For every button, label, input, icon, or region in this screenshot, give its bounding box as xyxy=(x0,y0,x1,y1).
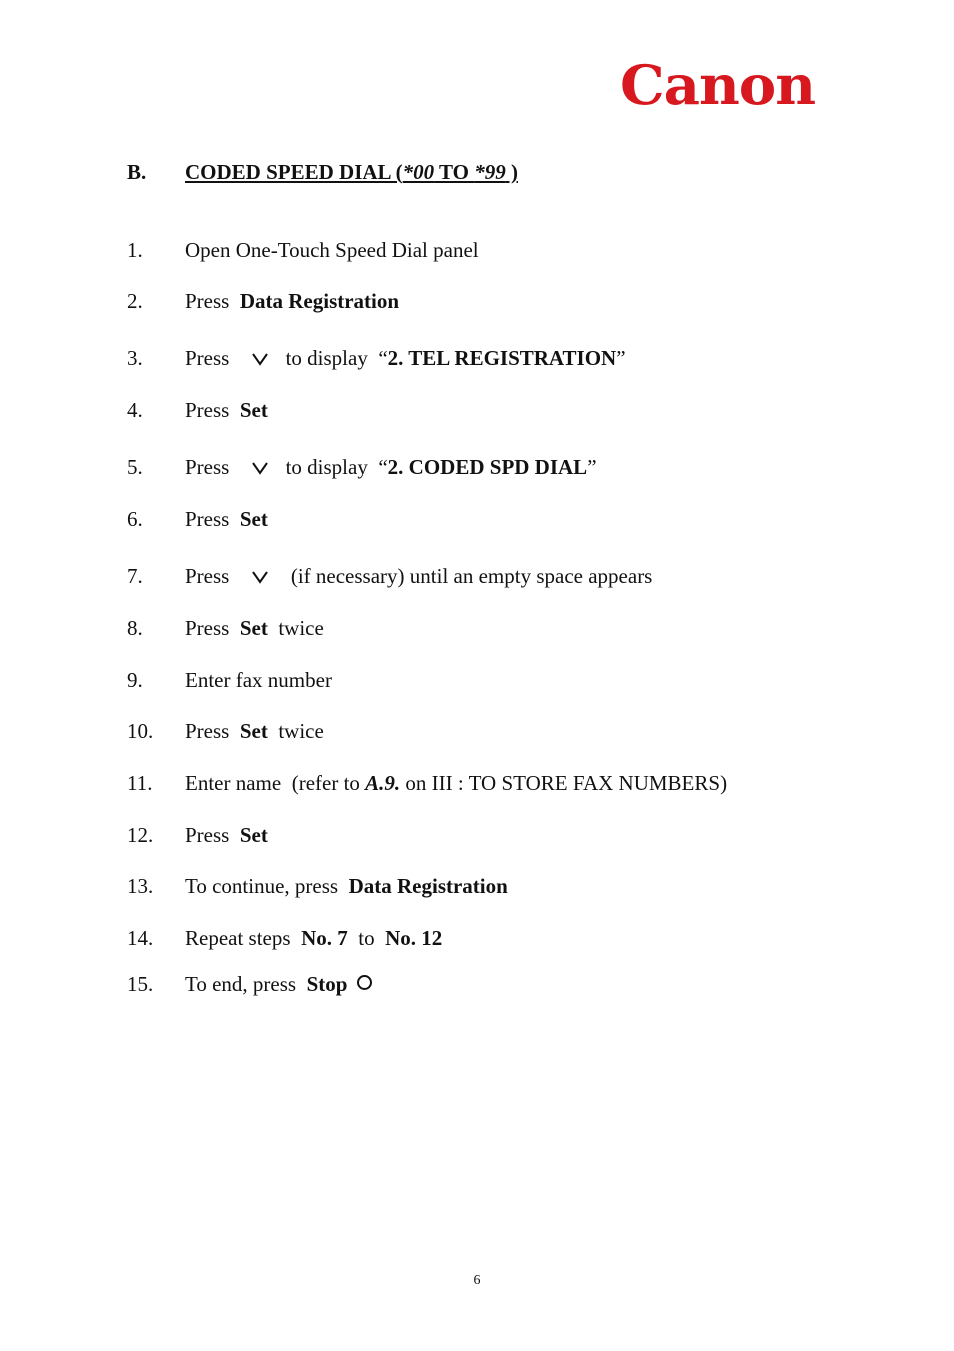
step-number: 2. xyxy=(127,289,143,313)
step-text: Repeat steps No. 7 to No. 12 xyxy=(185,926,443,950)
step-text: Press to display “2. CODED SPD DIAL” xyxy=(185,455,597,479)
step-number: 10. xyxy=(127,719,154,743)
step-number: 6. xyxy=(127,507,143,531)
step-number: 14. xyxy=(127,926,154,950)
key-set: Set xyxy=(239,398,268,422)
step-text: Enter name (refer to A.9. on III : TO STORE FAX NUMBERS) xyxy=(185,771,728,795)
step-text: Press Data Registration xyxy=(185,289,400,313)
step-number: 5. xyxy=(127,455,143,479)
step-text: Press (if necessary) until an empty space appears xyxy=(185,564,653,588)
step-text: Enter fax number xyxy=(185,668,332,692)
step-number: 11. xyxy=(127,771,153,795)
step-text: Press Set xyxy=(185,507,268,531)
step-text: Press Set twice xyxy=(185,719,324,743)
step-number: 3. xyxy=(127,346,143,370)
down-arrow-icon xyxy=(251,461,269,475)
down-arrow-icon xyxy=(251,570,269,584)
step-text: Press Set xyxy=(185,398,268,422)
reference-label: A.9. xyxy=(365,771,401,795)
canon-logo: Canon xyxy=(620,53,816,117)
key-data-registration: Data Registration xyxy=(348,874,508,898)
key-set: Set xyxy=(239,719,268,743)
step-number: 13. xyxy=(127,874,154,898)
stop-circle-icon xyxy=(357,975,372,990)
step-text: Press Set twice xyxy=(185,616,324,640)
section-letter: B. xyxy=(127,160,147,184)
key-set: Set xyxy=(239,507,268,531)
step-text: Press to display “2. TEL REGISTRATION” xyxy=(185,346,626,370)
step-number: 9. xyxy=(127,668,143,692)
key-set: Set xyxy=(239,616,268,640)
step-text: To end, press Stop xyxy=(185,972,372,997)
step-number: 12. xyxy=(127,823,154,847)
step-text: Open One-Touch Speed Dial panel xyxy=(185,238,479,262)
key-data-registration: Data Registration xyxy=(239,289,400,313)
page-number: 6 xyxy=(473,1273,481,1288)
key-stop: Stop xyxy=(306,972,348,996)
step-text: Press Set xyxy=(185,823,268,847)
step-text: To continue, press Data Registration xyxy=(185,874,508,898)
step-number: 7. xyxy=(127,564,143,588)
down-arrow-icon xyxy=(251,352,269,366)
step-number: 8. xyxy=(127,616,143,640)
step-number: 1. xyxy=(127,238,143,262)
step-number: 15. xyxy=(127,972,154,996)
key-set: Set xyxy=(239,823,268,847)
step-number: 4. xyxy=(127,398,143,422)
section-title: CODED SPEED DIAL (*00 TO *99 ) xyxy=(185,160,518,184)
